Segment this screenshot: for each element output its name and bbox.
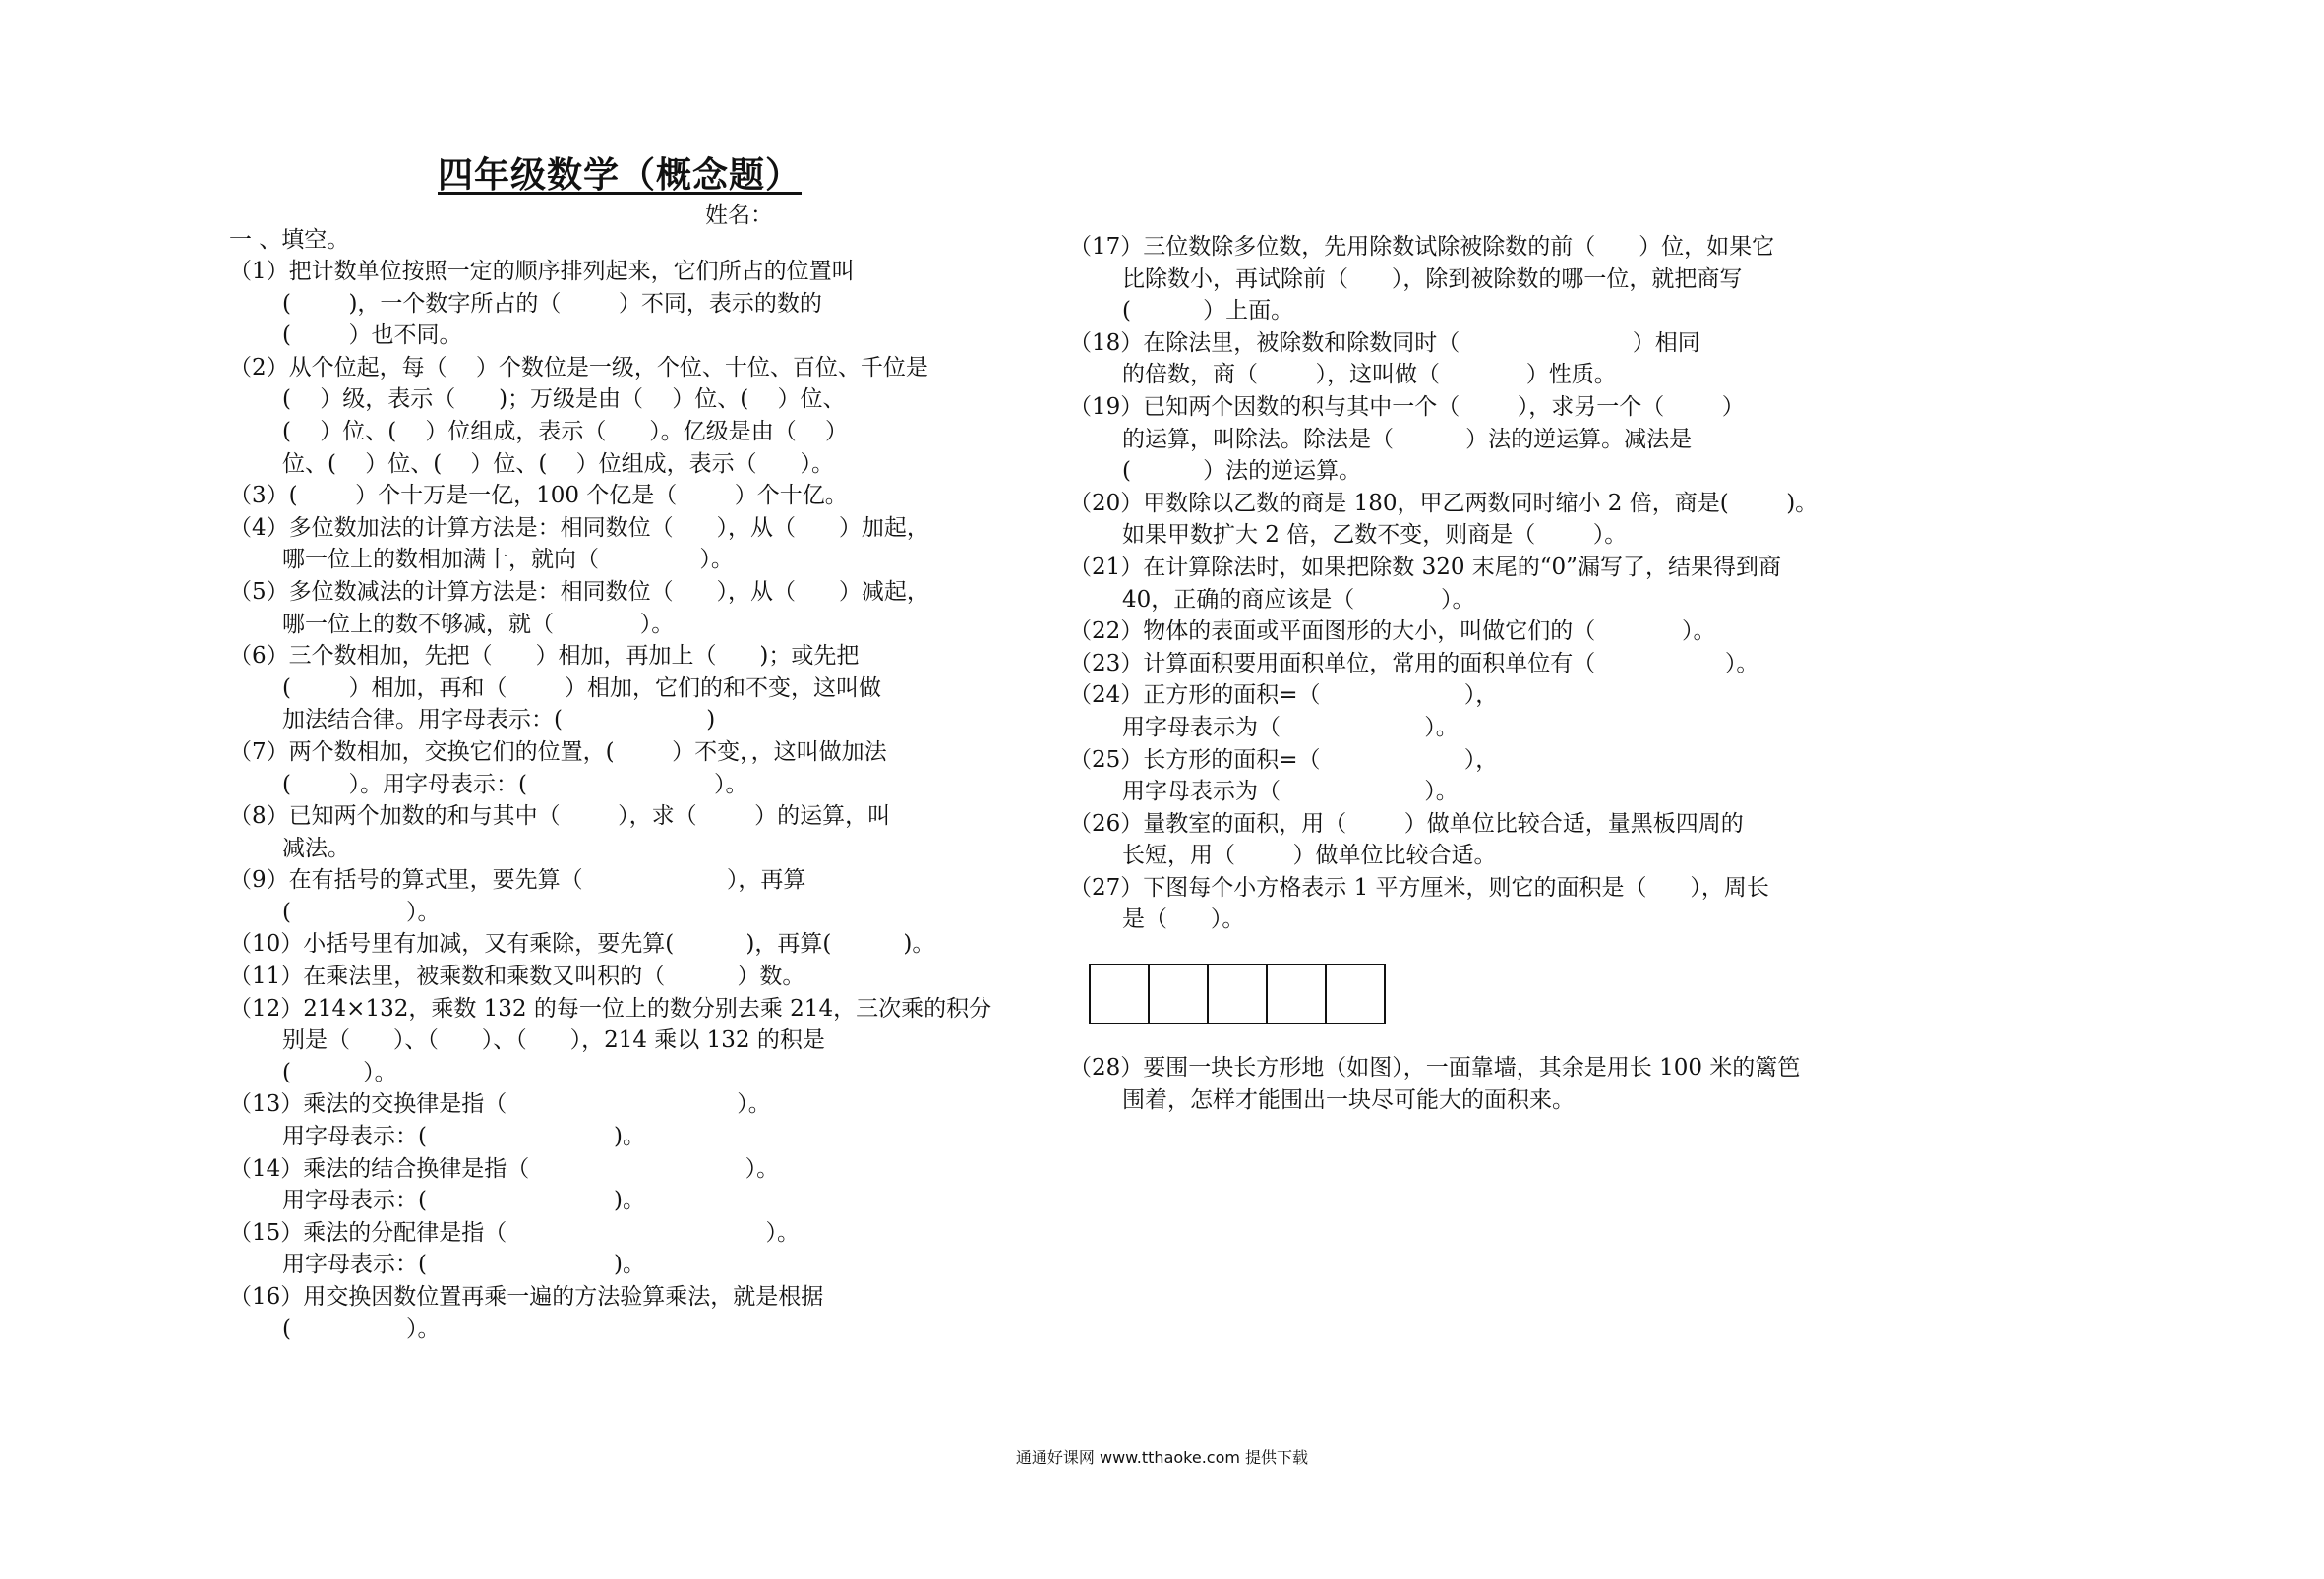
question-line: （15）乘法的分配律是指（ ）。 (229, 1219, 800, 1246)
question-line: （10）小括号里有加减，又有乘除，要先算( )，再算( )。 (229, 931, 935, 958)
question-line: ( ）。 (282, 899, 441, 925)
unit-square-grid (1089, 964, 1386, 1024)
question-line: （16）用交换因数位置再乘一遍的方法验算乘法，就是根据 (229, 1284, 824, 1310)
grid-cell (1150, 964, 1209, 1024)
footer-source: 通通好课网 www.tthaoke.com 提供下载 (1015, 1448, 1309, 1467)
question-line: （8）已知两个加数的和与其中（ ），求（ ）的运算，叫 (229, 803, 891, 830)
question-line: 40，正确的商应该是（ ）。 (1122, 586, 1475, 613)
question-line: （3）( ）个十万是一亿，100 个亿是（ ）个十亿。 (229, 483, 848, 509)
question-line: （9）在有括号的算式里，要先算（ ），再算 (229, 867, 806, 894)
question-line: ( ）相加，再和（ ）相加，它们的和不变，这叫做 (282, 674, 881, 701)
page-title: 四年级数学（概念题） (438, 155, 803, 196)
left-column (229, 224, 1018, 1345)
left-question-list (229, 256, 1018, 1345)
grid-cell (1091, 964, 1150, 1024)
right-column (1069, 231, 1844, 936)
question-line: 是（ ）。 (1122, 906, 1245, 933)
question-line: 用字母表示为（ ）。 (1122, 779, 1459, 805)
question-line: （7）两个数相加，交换它们的位置，( ）不变，，这叫做加法 (229, 738, 887, 765)
question-line: 比除数小，再试除前（ ），除到被除数的哪一位，就把商写 (1122, 265, 1743, 292)
question-line: ( ）。 (282, 1059, 397, 1085)
question-line: 加法结合律。用字母表示：( ) (282, 707, 716, 733)
right-question-list (1069, 231, 1844, 936)
question-line: ( ）法的逆运算。 (1122, 458, 1362, 485)
grid-cell (1209, 964, 1268, 1024)
question-line: 用字母表示为（ ）。 (1122, 714, 1459, 740)
question-line: （21）在计算除法时，如果把除数 320 末尾的“0”漏写了，结果得到商 (1069, 554, 1781, 580)
question-line: （24）正方形的面积=（ ）， (1069, 682, 1499, 709)
question-28 (1069, 1052, 1844, 1116)
question-line: ( ）上面。 (1122, 298, 1294, 324)
question-line: （12）214×132，乘数 132 的每一位上的数分别去乘 214，三次乘的积分 (229, 995, 992, 1022)
question-line: 哪一位上的数相加满十，就向（ ）。 (282, 547, 734, 573)
question-line: 用字母表示：( )。 (282, 1252, 646, 1278)
question-line: （27）下图每个小方格表示 1 平方厘米，则它的面积是（ ），周长 (1069, 874, 1769, 901)
question-line: 用字母表示：( )。 (282, 1124, 646, 1150)
question-line: 减法。 (282, 835, 350, 861)
question-line: （25）长方形的面积=（ ）， (1069, 746, 1499, 773)
question-line: ( ）。用字母表示：( ）。 (282, 771, 748, 797)
question-line: 的运算，叫除法。除法是（ ）法的逆运算。减法是 (1122, 426, 1693, 452)
question-line: 围着，怎样才能围出一块尽可能大的面积来。 (1122, 1086, 1575, 1113)
question-line: （13）乘法的交换律是指（ ）。 (229, 1091, 771, 1118)
question-line: ( ）。 (282, 1316, 441, 1342)
question-line: 哪一位上的数不够减，就（ ）。 (282, 611, 675, 637)
grid-cell (1327, 964, 1386, 1024)
name-label: 姓名： (705, 203, 773, 228)
question-line: （18）在除法里，被除数和除数同时（ ）相同 (1069, 329, 1700, 356)
question-line: （23）计算面积要用面积单位，常用的面积单位有（ ）。 (1069, 650, 1759, 676)
question-line: （17）三位数除多位数，先用除数试除被除数的前（ ）位，如果它 (1069, 234, 1775, 260)
question-line: （11）在乘法里，被乘数和乘数又叫积的（ ）数。 (229, 964, 805, 990)
question-line: （28）要围一块长方形地（如图），一面靠墙，其余是用长 100 米的篱笆 (1069, 1055, 1801, 1081)
question-line: （5）多位数减法的计算方法是：相同数位（ ），从（ ）减起， (229, 578, 929, 605)
question-line: 位、( ）位、( ）位、( ）位组成，表示（ ）。 (282, 450, 835, 477)
question-line: 长短，用（ ）做单位比较合适。 (1122, 843, 1497, 869)
question-line: ( ）位、( ）位组成，表示（ ）。亿级是由（ ） (282, 418, 849, 444)
question-line: （26）量教室的面积，用（ ）做单位比较合适，量黑板四周的 (1069, 810, 1744, 837)
section-heading: 一 、填空。 (229, 227, 350, 253)
question-line: （19）已知两个因数的积与其中一个（ ），求另一个（ ） (1069, 393, 1745, 420)
question-line: （20）甲数除以乙数的商是 180，甲乙两数同时缩小 2 倍，商是( )。 (1069, 490, 1818, 516)
question-line: （6）三个数相加，先把（ ）相加，再加上（ )；或先把 (229, 643, 860, 670)
question-line: （2）从个位起，每（ ）个数位是一级，个位、十位、百位、千位是 (229, 354, 928, 380)
question-line: ( ）也不同。 (282, 322, 462, 349)
question-line: 别是（ ）、（ ）、（ ），214 乘以 132 的积是 (282, 1027, 825, 1054)
question-line: 的倍数，商（ ），这叫做（ ）性质。 (1122, 362, 1617, 388)
question-line: 用字母表示：( )。 (282, 1188, 646, 1214)
question-line: （1）把计数单位按照一定的顺序排列起来，它们所占的位置叫 (229, 259, 855, 284)
question-line: （14）乘法的结合换律是指（ ）。 (229, 1155, 780, 1182)
question-line: ( ）级，表示（ )；万级是由（ ）位、( ）位、 (282, 386, 846, 413)
question-line: （4）多位数加法的计算方法是：相同数位（ ），从（ ）加起， (229, 514, 929, 541)
grid-cell (1268, 964, 1327, 1024)
question-line: （22）物体的表面或平面图形的大小，叫做它们的（ ）。 (1069, 618, 1716, 645)
question-line: 如果甲数扩大 2 倍，乙数不变，则商是（ ）。 (1122, 522, 1628, 549)
question-line: ( )，一个数字所占的（ ）不同，表示的数的 (282, 290, 822, 317)
